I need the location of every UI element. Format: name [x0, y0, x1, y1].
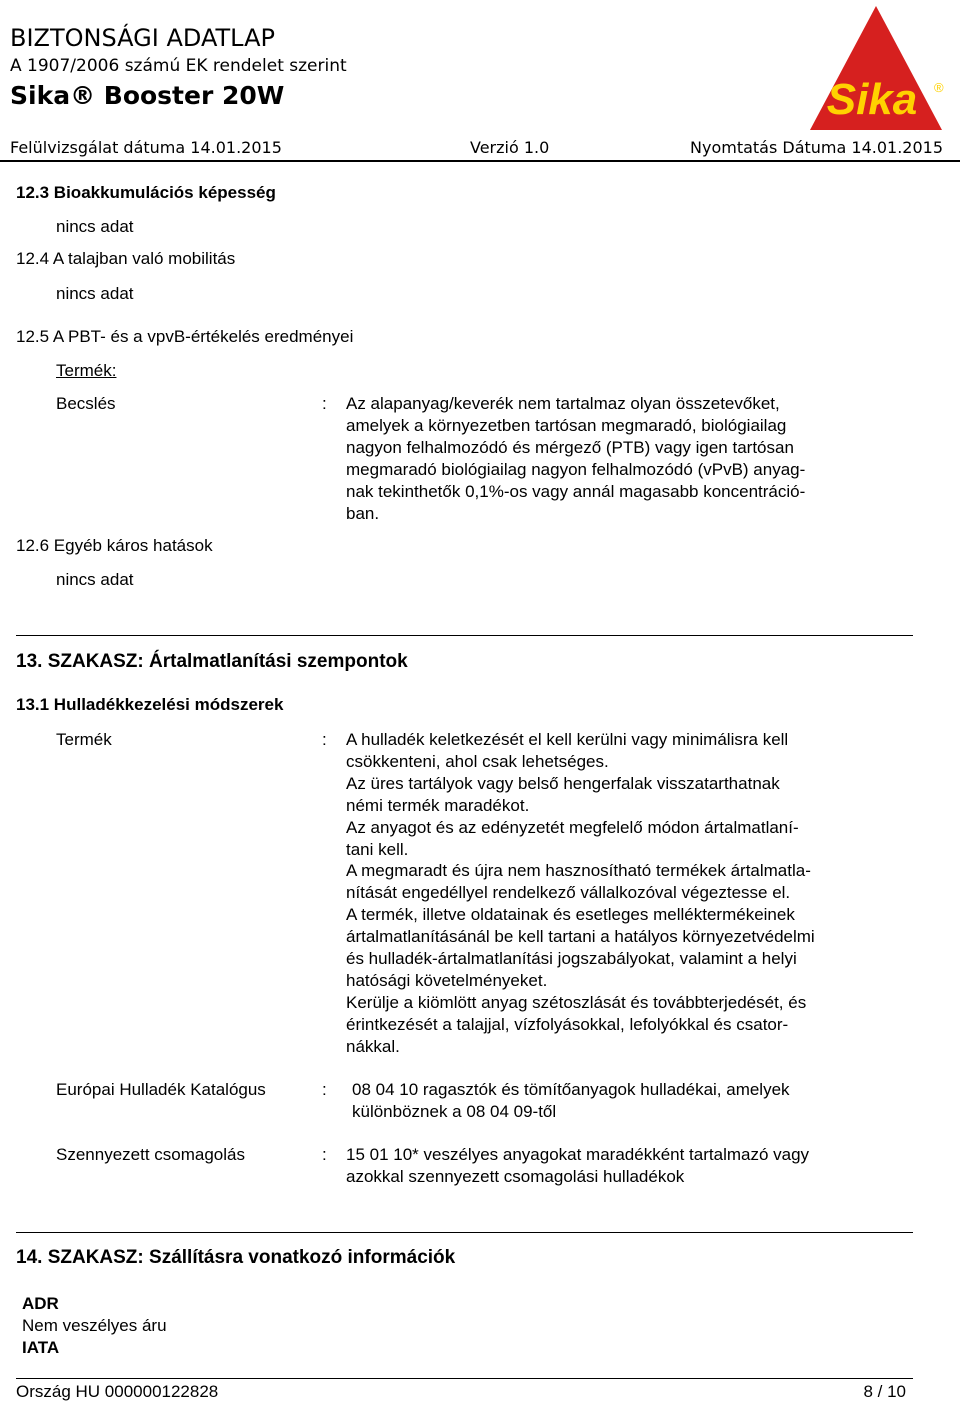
section-12-4-value: nincs adat [56, 284, 134, 303]
adr-label: ADR [22, 1294, 59, 1313]
footer-divider [16, 1378, 913, 1379]
product-label: Termék [56, 730, 112, 749]
regulation-line: A 1907/2006 számú EK rendelet szerint [10, 56, 347, 76]
product-disposal-text: A hulladék keletkezését el kell kerülni vagy minimálisra kell csökkenteni, ahol csak lehetséges. Az üres tartályok vagy belső hengerfalak visszatarthatnak némi termék maradékot. Az anyagot és az edényzetét megfelelő módon ártalmatlaní- tani kell. A megmaradt és újra nem hasznosítható termékek ártalmatla- nítását engedéllyel rendelkező vállalkozóval végeztesse el. A termék, illetve oldatainak és esetleges melléktermékeinek ártalmatlanításánál be kell tartani a hatályos környezetvédelmi és hulladék-ártalmatlanítási jogszabályokat, valamint a helyi hatósági követelményeket. Kerülje a kiömlött anyag szétoszlását és továbbterjedését, és érintkezését a talajjal, vízfolyásokkal, lefolyókkal és csator- nákkal. [346, 730, 815, 1056]
section-14-divider [16, 1232, 913, 1233]
waste-catalog-label: Európai Hulladék Katalógus [56, 1080, 266, 1099]
adr-value: Nem veszélyes áru [22, 1316, 167, 1335]
section-13-heading: 13. SZAKASZ: Ártalmatlanítási szempontok [16, 651, 408, 672]
logo-registered-mark: ® [934, 80, 944, 95]
document-title: BIZTONSÁGI ADATLAP [10, 24, 275, 52]
section-12-4-heading: 12.4 A talajban való mobilitás [16, 249, 236, 268]
product-name: Sika® Booster 20W [10, 81, 285, 110]
footer-page-number: 8 / 10 [863, 1382, 906, 1401]
contaminated-packaging-colon: : [322, 1145, 327, 1164]
product-colon: : [322, 730, 327, 749]
contaminated-packaging-text: 15 01 10* veszélyes anyagokat maradékként tartalmazó vagy azokkal szennyezett csomagolási hulladékok [346, 1145, 810, 1186]
version: Verzió 1.0 [470, 138, 550, 157]
section-13-1-heading: 13.1 Hulladékkezelési módszerek [16, 695, 284, 714]
section-14-heading: 14. SZAKASZ: Szállításra vonatkozó információk [16, 1247, 456, 1268]
header-divider [0, 160, 960, 162]
sika-logo [806, 4, 946, 132]
estimate-text: Az alapanyag/keverék nem tartalmaz olyan összetevőket, amelyek a környezetben tartósan megmaradó, biológiailag nagyon felhalmozódó és mérgező (PTB) vagy igen tartósan megmaradó biológiailag nagyon felhalmozódó (vPvB) anyag- nak tekinthetők 0,1%-os vagy annál magasabb koncentráció- ban. [346, 394, 806, 523]
section-12-3-heading: 12.3 Bioakkumulációs képesség [16, 183, 276, 202]
section-12-3-value: nincs adat [56, 217, 134, 236]
waste-catalog-colon: : [322, 1080, 327, 1099]
contaminated-packaging-label: Szennyezett csomagolás [56, 1145, 245, 1164]
document-header [0, 0, 960, 175]
print-date: Nyomtatás Dátuma 14.01.2015 [690, 138, 944, 157]
estimate-colon: : [322, 394, 327, 413]
section-12-5-subheading: Termék: [56, 361, 117, 380]
logo-wordmark: Sika [826, 75, 918, 124]
estimate-label: Becslés [56, 394, 116, 413]
waste-catalog-text: 08 04 10 ragasztók és tömítőanyagok hulladékai, amelyek különböznek a 08 04 09-től [352, 1080, 790, 1121]
section-12-5-heading: 12.5 A PBT- és a vpvB-értékelés eredményei [16, 327, 354, 346]
section-12-6-heading: 12.6 Egyéb káros hatások [16, 536, 213, 555]
revision-date: Felülvizsgálat dátuma 14.01.2015 [10, 138, 282, 157]
iata-label: IATA [22, 1338, 60, 1357]
section-12-6-value: nincs adat [56, 570, 134, 589]
footer-country-code: Ország HU 000000122828 [16, 1382, 219, 1401]
section-13-divider [16, 635, 913, 636]
